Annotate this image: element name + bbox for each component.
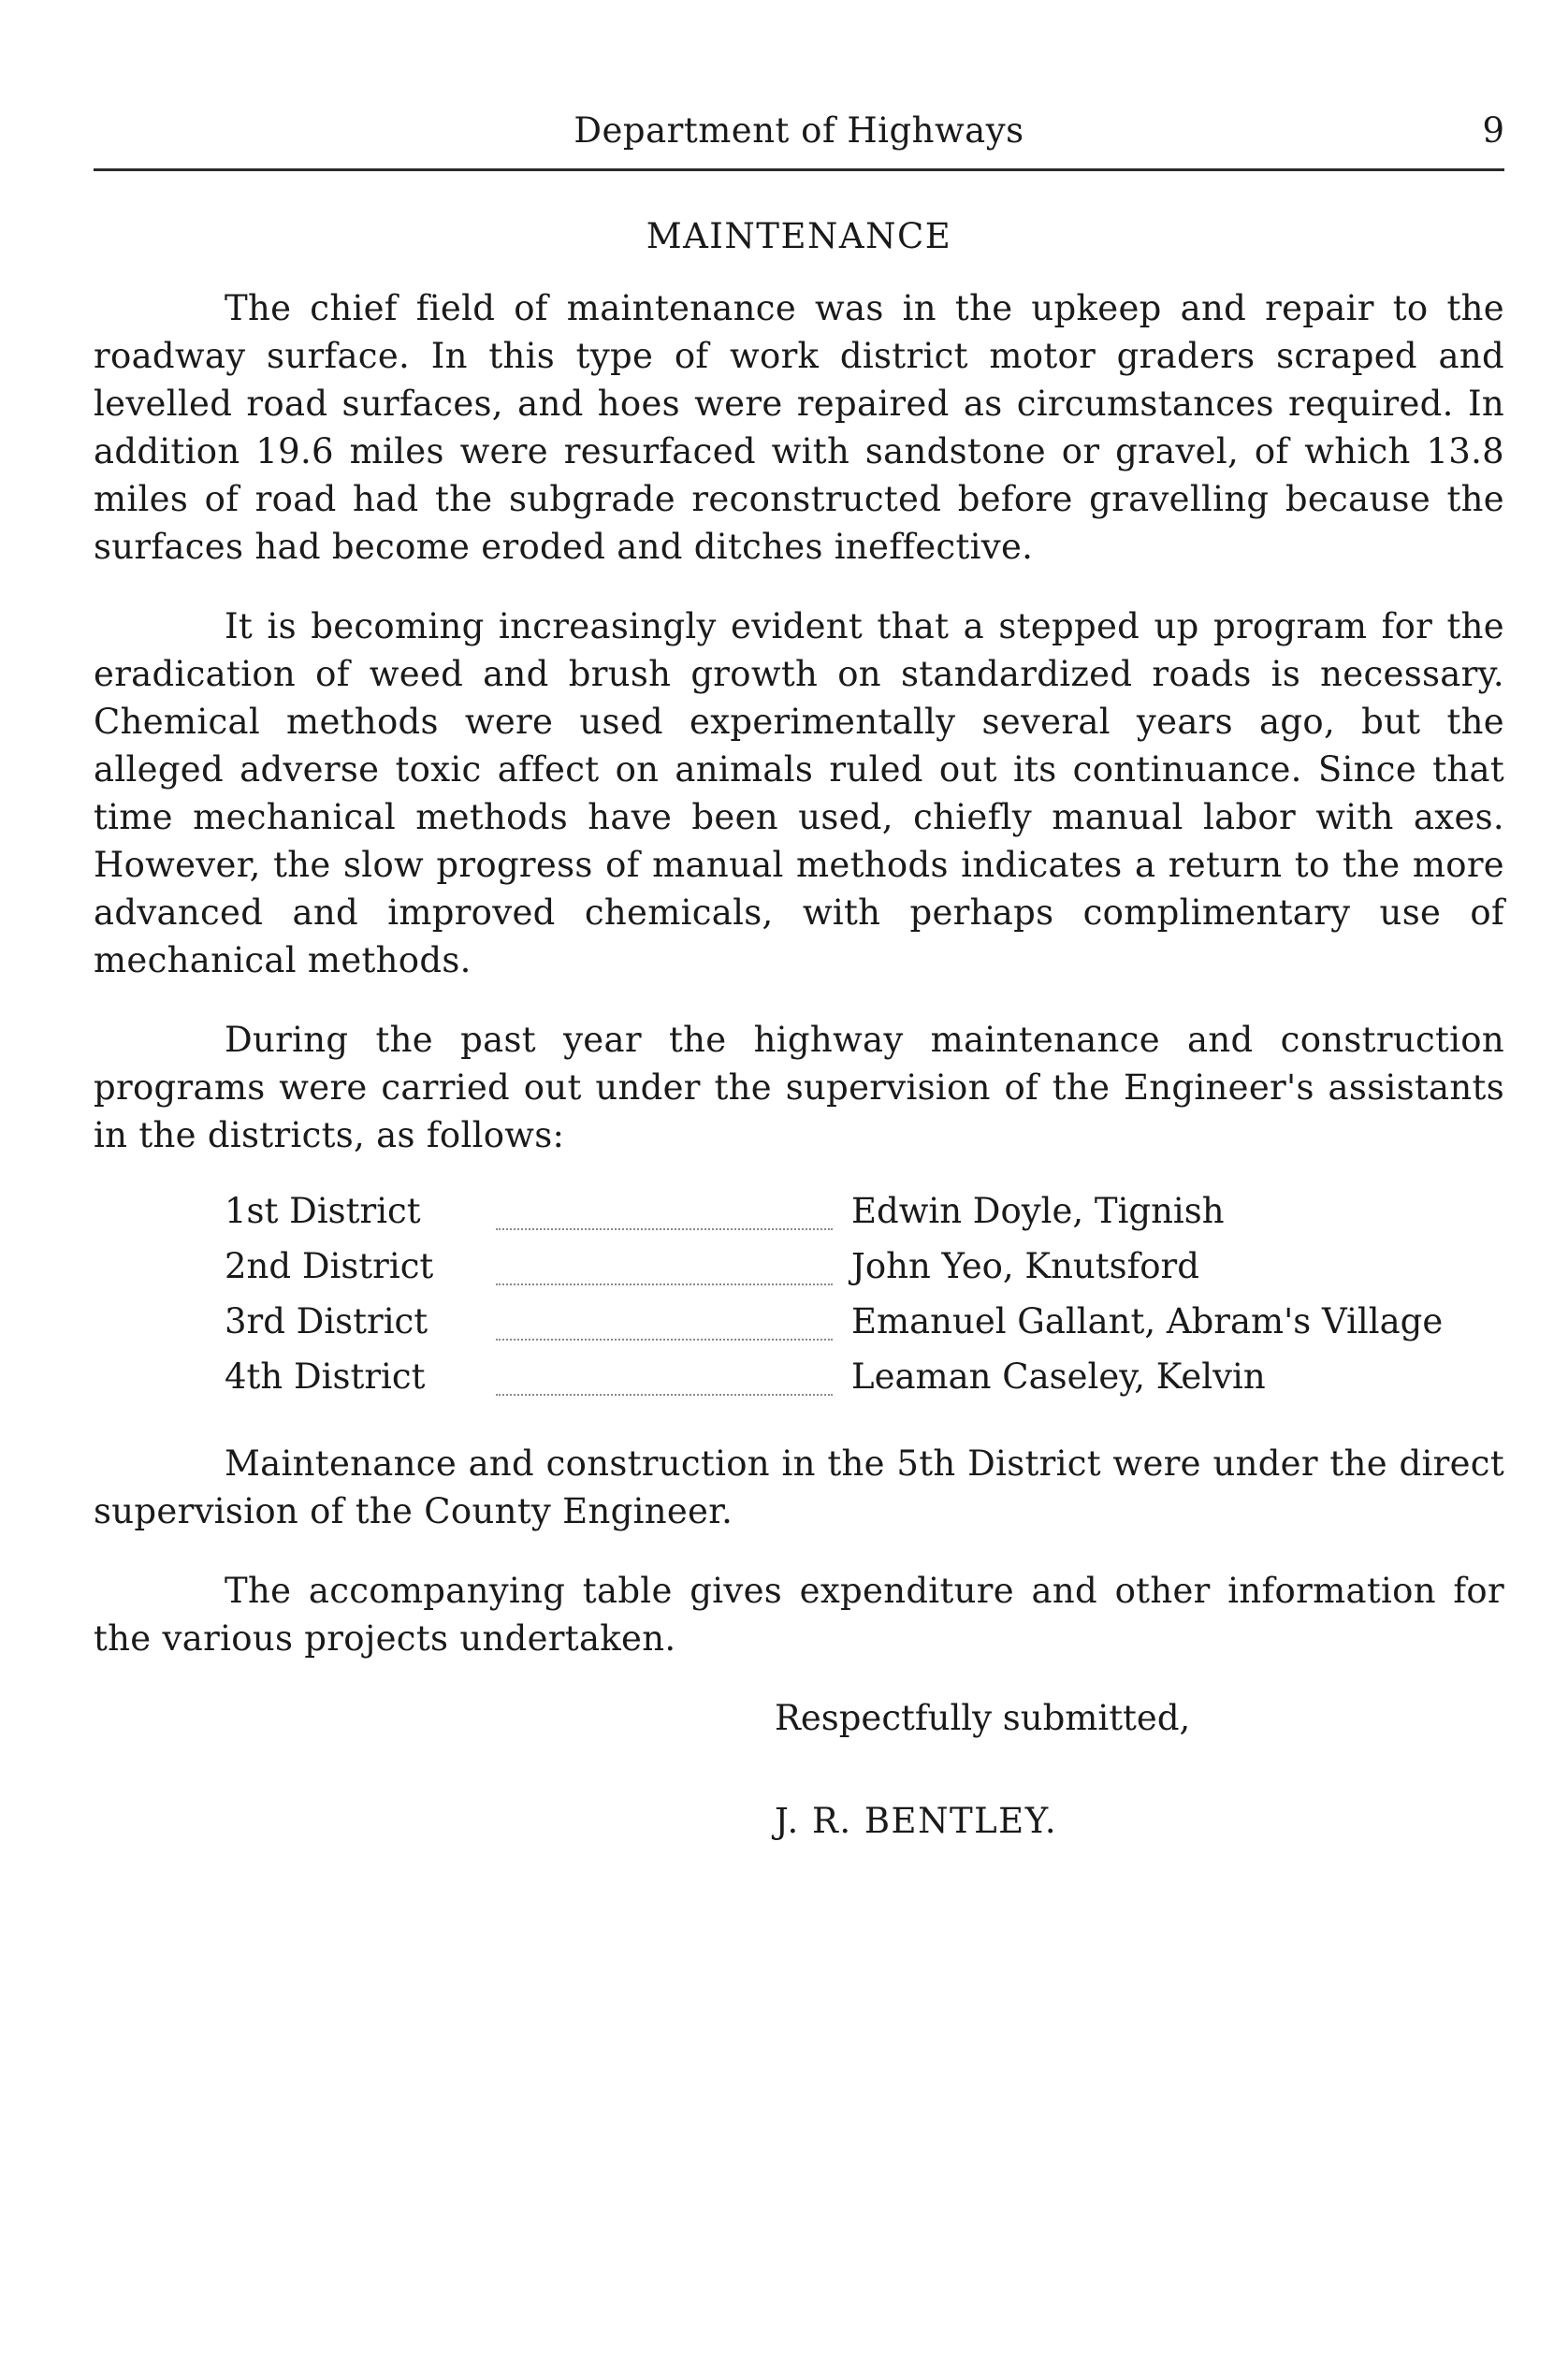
page <box>94 103 1504 1900</box>
paragraph-accompanying-table: The accompanying table gives expenditure and other information for the various projects undertaken. <box>94 1571 1504 1659</box>
district-name: 2nd District <box>225 1246 434 1286</box>
district-assistant: Emanuel Gallant, Abram's Village <box>851 1301 1444 1341</box>
district-name: 1st District <box>225 1191 421 1231</box>
running-title: Department of Highways <box>573 110 1024 151</box>
signature: J. R. BENTLEY. <box>775 1801 1058 1841</box>
district-assistant: Leaman Caseley, Kelvin <box>851 1356 1266 1397</box>
section-heading: MAINTENANCE <box>646 216 952 256</box>
dot-leader <box>496 1283 833 1285</box>
page-number: 9 <box>1482 110 1504 151</box>
dot-leader <box>496 1394 833 1396</box>
district-assistant: John Yeo, Knutsford <box>851 1246 1199 1286</box>
district-name: 4th District <box>225 1356 426 1397</box>
district-row <box>225 1356 1488 1412</box>
district-list <box>225 1191 1488 1412</box>
paragraph-weed-eradication: It is becoming increasingly evident that a stepped up program for the eradication of weed and brush growth on standardized roads is necessary. Chemical methods were used experimentally several years ago, but the alleged adverse toxic affect on animals ruled out its continuance. Since that time mechanical methods have been used, chiefly manual labor with axes. However, the slow progress of manual methods indicates a return to the more advanced and improved chemicals, with perhaps complimentary use of mechanical methods. <box>94 606 1504 980</box>
district-row <box>225 1191 1488 1246</box>
salutation: Respectfully submitted, <box>775 1698 1191 1738</box>
dot-leader <box>496 1339 833 1341</box>
paragraph-district-supervision: During the past year the highway maintenance and construction programs were carried out under the supervision of the Engineer's assistants in the districts, as follows: <box>94 1020 1504 1155</box>
closing-block <box>775 1694 1504 1900</box>
dot-leader <box>496 1228 833 1230</box>
paragraph-maintenance-scope: The chief field of maintenance was in the upkeep and repair to the roadway surface. In this type of work district motor graders scraped and levelled road surfaces, and hoes were repaired as circumstances required. In addition 19.6 miles were resurfaced with sandstone or gravel, of which 13.8 miles of road had the subgrade reconstructed before gravelling because the surfaces had become eroded and ditches ineffective. <box>94 288 1504 567</box>
district-row <box>225 1301 1488 1356</box>
district-assistant: Edwin Doyle, Tignish <box>851 1191 1225 1231</box>
district-row <box>225 1246 1488 1301</box>
district-name: 3rd District <box>225 1301 428 1341</box>
running-header <box>94 103 1504 171</box>
paragraph-fifth-district: Maintenance and construction in the 5th District were under the direct supervision of the County Engineer. <box>94 1443 1504 1531</box>
